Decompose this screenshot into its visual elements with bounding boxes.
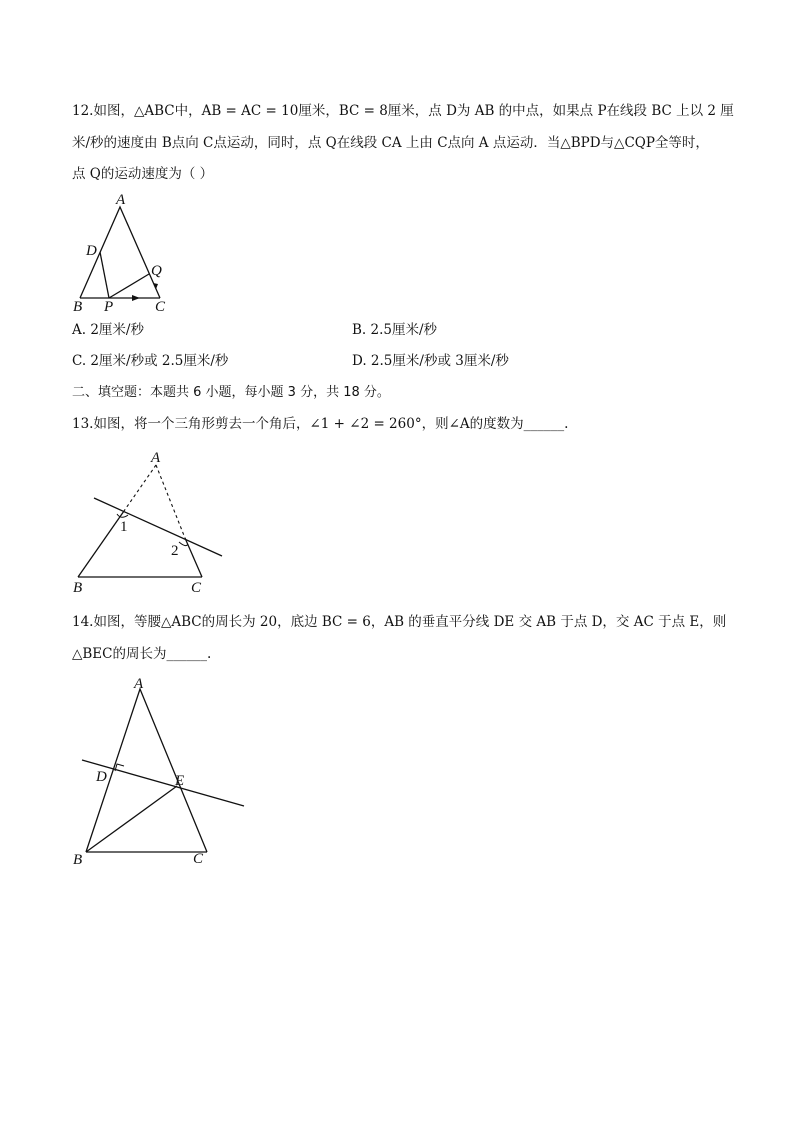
q12-triangle-figure xyxy=(70,190,180,315)
segment-be xyxy=(86,786,177,852)
q14-triangle-figure xyxy=(70,670,250,870)
label-q: Q xyxy=(151,263,162,279)
label-b: B xyxy=(73,299,83,315)
q14-line1: 14.如图，等腰△ABC的周长为 20，底边 BC = 6，AB 的垂直平分线 DE 交 AB 于点 D，交 AC 于点 E，则 xyxy=(72,614,727,630)
label-p: P xyxy=(104,299,114,315)
label-a: A xyxy=(116,192,126,208)
q13-triangle-figure xyxy=(70,445,230,595)
q12-line3: 点 Q的运动速度为（ ） xyxy=(72,166,214,182)
label-c: C xyxy=(193,851,204,867)
label-a: A xyxy=(151,450,161,466)
angle-1-arc xyxy=(117,514,128,517)
q14-line2: △BEC的周长为______. xyxy=(72,646,212,662)
section-heading: 二、填空题：本题共 6 小题，每小题 3 分，共 18 分。 xyxy=(72,385,390,400)
segment-b-to-cut xyxy=(78,511,124,577)
segment-dp xyxy=(100,252,109,298)
segment-ac-dashed xyxy=(156,465,185,538)
q13-line1: 13.如图，将一个三角形剪去一个角后，∠1 + ∠2 = 260°，则∠A的度数为______. xyxy=(72,416,569,432)
q12-option-d: D. 2.5厘米/秒或 3厘米/秒 xyxy=(352,353,509,369)
label-e: E xyxy=(175,773,185,789)
label-c: C xyxy=(155,299,166,315)
q12-option-a: A. 2厘米/秒 xyxy=(72,322,144,338)
label-d: D xyxy=(96,769,107,785)
label-d: D xyxy=(86,243,97,259)
label-angle-1: 1 xyxy=(120,519,128,535)
label-b: B xyxy=(73,852,83,868)
segment-pq xyxy=(109,274,149,298)
q12-option-b: B. 2.5厘米/秒 xyxy=(352,322,438,338)
arrow-p-to-c xyxy=(132,295,140,301)
q12-line2: 米/秒的速度由 B点向 C点运动，同时，点 Q在线段 CA 上由 C点向 A 点运动．当△BPD与△CQP全等时， xyxy=(72,135,709,151)
segment-ab-dashed xyxy=(124,465,156,511)
label-c: C xyxy=(191,580,202,595)
label-b: B xyxy=(73,580,83,595)
q12-option-c: C. 2厘米/秒或 2.5厘米/秒 xyxy=(72,353,229,369)
label-angle-2: 2 xyxy=(171,543,179,559)
q12-line1: 12.如图，△ABC中，AB = AC = 10厘米，BC = 8厘米，点 D为 AB 的中点，如果点 P在线段 BC 上以 2 厘 xyxy=(72,103,734,119)
label-a: A xyxy=(134,676,144,692)
